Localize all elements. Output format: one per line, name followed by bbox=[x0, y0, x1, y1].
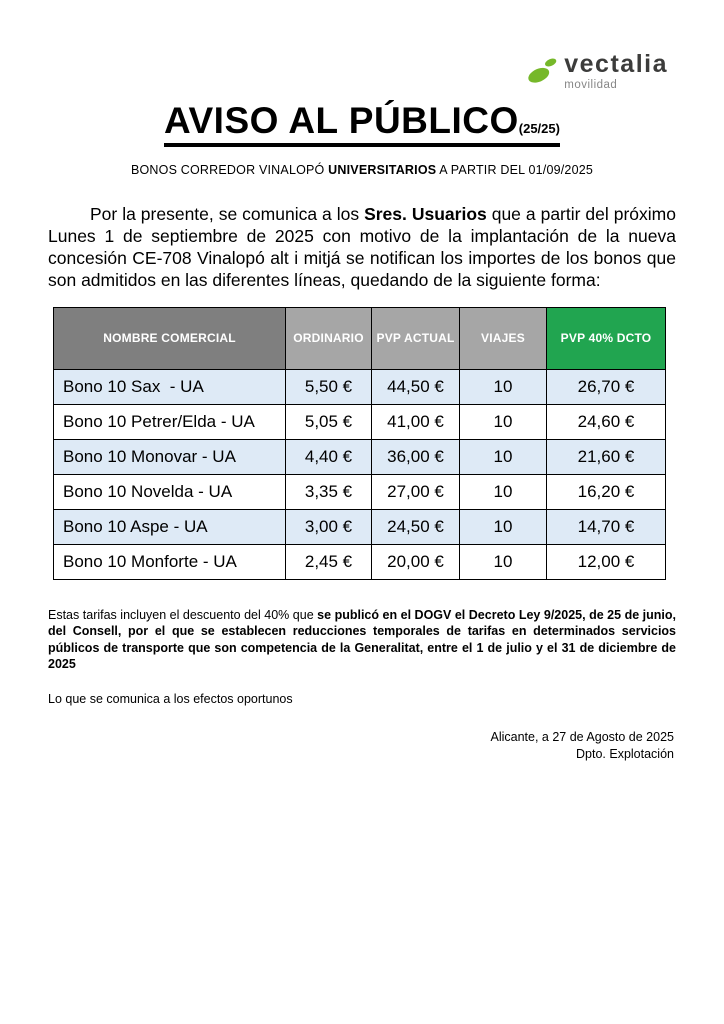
ordinario-cell: 5,05 € bbox=[286, 404, 372, 439]
bono-name-cell: Bono 10 Monovar - UA bbox=[54, 439, 286, 474]
logo-text bbox=[564, 52, 668, 91]
pvp-dcto-cell: 12,00 € bbox=[547, 544, 666, 579]
pvp-actual-cell: 27,00 € bbox=[372, 474, 460, 509]
header-pvp-dcto: PVP 40% DCTO bbox=[547, 307, 666, 369]
fares-table-body bbox=[54, 369, 666, 579]
page-title-text: AVISO AL PÚBLICO bbox=[164, 100, 519, 141]
bono-name-cell: Bono 10 Petrer/Elda - UA bbox=[54, 404, 286, 439]
logo-tagline: movilidad bbox=[564, 79, 618, 91]
table-row bbox=[54, 404, 666, 439]
intro-post: que a partir del próximo Lunes 1 de septiembre de 2025 con motivo de la implantación de la nueva concesión CE-708 Vinalopó alt i mitjá se notifican los importes de los bonos que son admitidos en las diferentes líneas, quedando de la siguiente forma: bbox=[48, 204, 676, 290]
note-bold: se publicó en el DOGV el Decreto Ley 9/2025, de 25 de junio, del Consell, por el que se establecen reducciones temporales de tarifas en determinados servicios públicos de transporte que son competencia de la Generalitat, entre el 1 de julio y el 31 de diciembre de 2025 bbox=[48, 607, 676, 671]
ordinario-cell: 3,00 € bbox=[286, 509, 372, 544]
fares-table-header bbox=[54, 307, 666, 369]
signoff bbox=[48, 729, 674, 764]
pvp-actual-cell: 44,50 € bbox=[372, 369, 460, 404]
pvp-dcto-cell: 26,70 € bbox=[547, 369, 666, 404]
ordinario-cell: 4,40 € bbox=[286, 439, 372, 474]
viajes-cell: 10 bbox=[460, 369, 547, 404]
fares-table bbox=[53, 307, 666, 580]
subtitle-pre: BONOS CORREDOR VINALOPÓ bbox=[130, 163, 329, 177]
table-row bbox=[54, 544, 666, 579]
legal-note bbox=[48, 607, 676, 673]
page-title-suffix: (25/25) bbox=[518, 121, 560, 136]
logo-brand: vectalia bbox=[564, 50, 668, 78]
signoff-department: Dpto. Explotación bbox=[576, 747, 674, 761]
subtitle-bold: UNIVERSITARIOS bbox=[328, 163, 437, 177]
header-viajes: VIAJES bbox=[460, 307, 547, 369]
pvp-actual-cell: 41,00 € bbox=[372, 404, 460, 439]
intro-bold: Sres. Usuarios bbox=[364, 204, 487, 224]
vectalia-leaf-icon bbox=[526, 54, 560, 88]
table-row bbox=[54, 369, 666, 404]
table-row bbox=[54, 439, 666, 474]
bono-name-cell: Bono 10 Sax - UA bbox=[54, 369, 286, 404]
header-row bbox=[54, 307, 666, 369]
pvp-dcto-cell: 16,20 € bbox=[547, 474, 666, 509]
signoff-place-date: Alicante, a 27 de Agosto de 2025 bbox=[490, 729, 674, 744]
header-ordinario: ORDINARIO bbox=[286, 307, 372, 369]
ordinario-cell: 3,35 € bbox=[286, 474, 372, 509]
pvp-actual-cell: 20,00 € bbox=[372, 544, 460, 579]
table-row bbox=[54, 474, 666, 509]
table-row bbox=[54, 509, 666, 544]
note-pre: Estas tarifas incluyen el descuento del 40% que bbox=[48, 607, 318, 622]
page-title bbox=[164, 100, 560, 147]
viajes-cell: 10 bbox=[460, 509, 547, 544]
subtitle-post: A PARTIR DEL 01/09/2025 bbox=[436, 163, 594, 177]
ordinario-cell: 2,45 € bbox=[286, 544, 372, 579]
intro-paragraph bbox=[48, 204, 676, 292]
closing-line: Lo que se comunica a los efectos oportunos bbox=[48, 691, 293, 706]
vectalia-logo bbox=[526, 52, 668, 91]
bono-name-cell: Bono 10 Novelda - UA bbox=[54, 474, 286, 509]
bono-name-cell: Bono 10 Monforte - UA bbox=[54, 544, 286, 579]
subtitle bbox=[0, 163, 724, 177]
pvp-dcto-cell: 14,70 € bbox=[547, 509, 666, 544]
viajes-cell: 10 bbox=[460, 544, 547, 579]
ordinario-cell: 5,50 € bbox=[286, 369, 372, 404]
pvp-dcto-cell: 21,60 € bbox=[547, 439, 666, 474]
intro-pre: Por la presente, se comunica a los bbox=[90, 204, 365, 224]
header-nombre-comercial: NOMBRE COMERCIAL bbox=[54, 307, 286, 369]
viajes-cell: 10 bbox=[460, 404, 547, 439]
pvp-actual-cell: 36,00 € bbox=[372, 439, 460, 474]
bono-name-cell: Bono 10 Aspe - UA bbox=[54, 509, 286, 544]
viajes-cell: 10 bbox=[460, 474, 547, 509]
header-pvp-actual: PVP ACTUAL bbox=[372, 307, 460, 369]
viajes-cell: 10 bbox=[460, 439, 547, 474]
pvp-actual-cell: 24,50 € bbox=[372, 509, 460, 544]
pvp-dcto-cell: 24,60 € bbox=[547, 404, 666, 439]
